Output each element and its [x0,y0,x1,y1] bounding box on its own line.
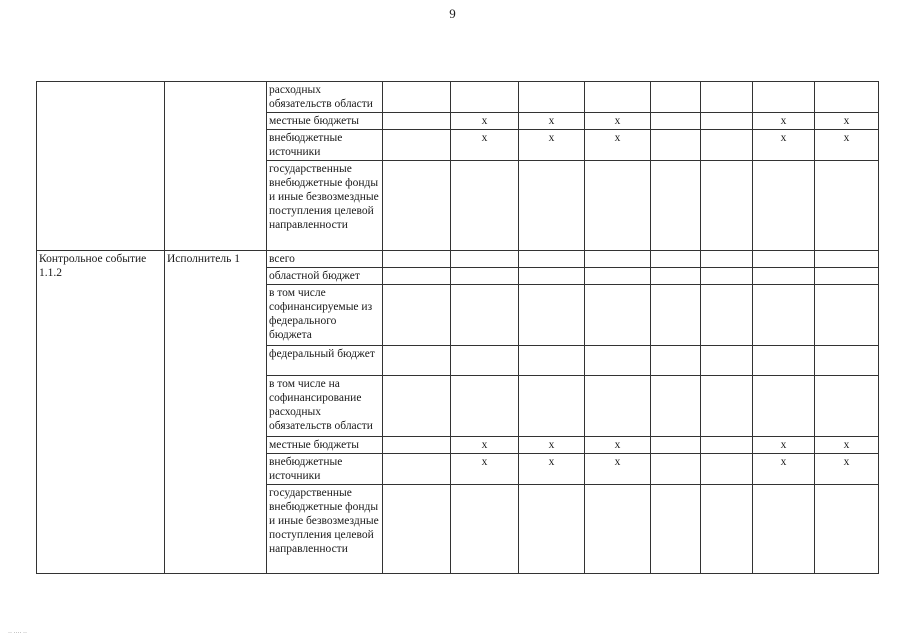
value-cell [383,251,451,268]
x-mark: x [614,456,621,468]
value-cell [383,437,451,454]
value-cell [383,376,451,437]
x-mark: x [780,132,787,144]
value-cell [383,268,451,285]
value-cell [753,376,815,437]
value-cell [585,485,651,574]
value-cell [815,268,879,285]
x-mark: x [481,439,488,451]
value-cell [753,130,815,161]
value-cell [701,251,753,268]
funding-source-label: государственные внебюджетные фонды и иные безвозмездные поступления целевой направленности [267,161,383,251]
x-mark: x [614,439,621,451]
value-cell [451,251,519,268]
value-cell [585,437,651,454]
value-cell [701,161,753,251]
x-mark: x [481,132,488,144]
value-cell [519,485,585,574]
value-cell [383,113,451,130]
value-cell [585,454,651,485]
value-cell [519,113,585,130]
value-cell [585,376,651,437]
value-cell [701,268,753,285]
value-cell [753,485,815,574]
x-mark: x [614,132,621,144]
value-cell [383,82,451,113]
value-cell [519,161,585,251]
value-cell [815,285,879,346]
x-mark: x [548,439,555,451]
value-cell [451,113,519,130]
value-cell [701,113,753,130]
value-cell [585,346,651,376]
x-mark: x [481,115,488,127]
value-cell [383,485,451,574]
value-cell [651,251,701,268]
executor-cell [165,82,267,251]
value-cell [383,161,451,251]
value-cell [815,454,879,485]
value-cell [815,346,879,376]
event-cell [37,82,165,251]
value-cell [651,454,701,485]
value-cell [815,376,879,437]
value-cell [451,285,519,346]
value-cell [753,251,815,268]
value-cell [651,346,701,376]
value-cell [519,130,585,161]
value-cell [753,113,815,130]
value-cell [651,437,701,454]
funding-source-label: всего [267,251,383,268]
x-mark: x [843,115,850,127]
value-cell [701,285,753,346]
value-cell [753,454,815,485]
value-cell [651,130,701,161]
value-cell [753,285,815,346]
funding-source-label: местные бюджеты [267,113,383,130]
value-cell [451,437,519,454]
value-cell [585,251,651,268]
value-cell [701,454,753,485]
funding-source-label: федеральный бюджет [267,346,383,376]
x-mark: x [548,456,555,468]
value-cell [519,454,585,485]
value-cell [753,161,815,251]
x-mark: x [548,132,555,144]
value-cell [815,130,879,161]
value-cell [451,268,519,285]
funding-source-label: внебюджетные источники [267,130,383,161]
value-cell [753,346,815,376]
value-cell [451,376,519,437]
funding-source-label: областной бюджет [267,268,383,285]
value-cell [451,485,519,574]
value-cell [383,130,451,161]
value-cell [701,82,753,113]
value-cell [815,251,879,268]
funding-source-label: местные бюджеты [267,437,383,454]
value-cell [451,130,519,161]
value-cell [451,454,519,485]
table-row [37,251,879,268]
value-cell [651,161,701,251]
x-mark: x [780,439,787,451]
value-cell [519,346,585,376]
x-mark: x [780,115,787,127]
value-cell [815,113,879,130]
value-cell [753,437,815,454]
page-number: 9 [449,6,456,21]
x-mark: x [843,456,850,468]
x-mark: x [614,115,621,127]
value-cell [701,376,753,437]
value-cell [701,346,753,376]
value-cell [753,82,815,113]
value-cell [451,161,519,251]
funding-source-label: внебюджетные источники [267,454,383,485]
value-cell [701,130,753,161]
value-cell [701,437,753,454]
value-cell [519,82,585,113]
value-cell [383,346,451,376]
value-cell [815,161,879,251]
value-cell [519,376,585,437]
executor-cell: Исполнитель 1 [165,251,267,574]
value-cell [651,268,701,285]
scan-artifact: ‥ ‥‥ ‥ [8,629,28,635]
value-cell [519,285,585,346]
x-mark: x [843,439,850,451]
x-mark: x [780,456,787,468]
funding-source-label: государственные внебюджетные фонды и иные безвозмездные поступления целевой направленности [267,485,383,574]
value-cell [451,346,519,376]
value-cell [815,82,879,113]
funding-source-label: расходных обязательств области [267,82,383,113]
value-cell [753,268,815,285]
value-cell [585,113,651,130]
value-cell [651,376,701,437]
x-mark: x [843,132,850,144]
value-cell [519,437,585,454]
value-cell [585,130,651,161]
funding-source-label: в том числе софинансируемые из федерального бюджета [267,285,383,346]
value-cell [383,285,451,346]
value-cell [815,437,879,454]
value-cell [651,113,701,130]
budget-table [36,81,879,574]
funding-source-label: в том числе на софинансирование расходных обязательств области [267,376,383,437]
value-cell [651,82,701,113]
value-cell [585,285,651,346]
value-cell [585,268,651,285]
value-cell [585,82,651,113]
value-cell [519,268,585,285]
event-cell: Контрольное событие 1.1.2 [37,251,165,574]
x-mark: x [548,115,555,127]
value-cell [651,285,701,346]
value-cell [519,251,585,268]
x-mark: x [481,456,488,468]
table-row [37,82,879,113]
value-cell [585,161,651,251]
value-cell [651,485,701,574]
value-cell [701,485,753,574]
value-cell [815,485,879,574]
value-cell [451,82,519,113]
value-cell [383,454,451,485]
